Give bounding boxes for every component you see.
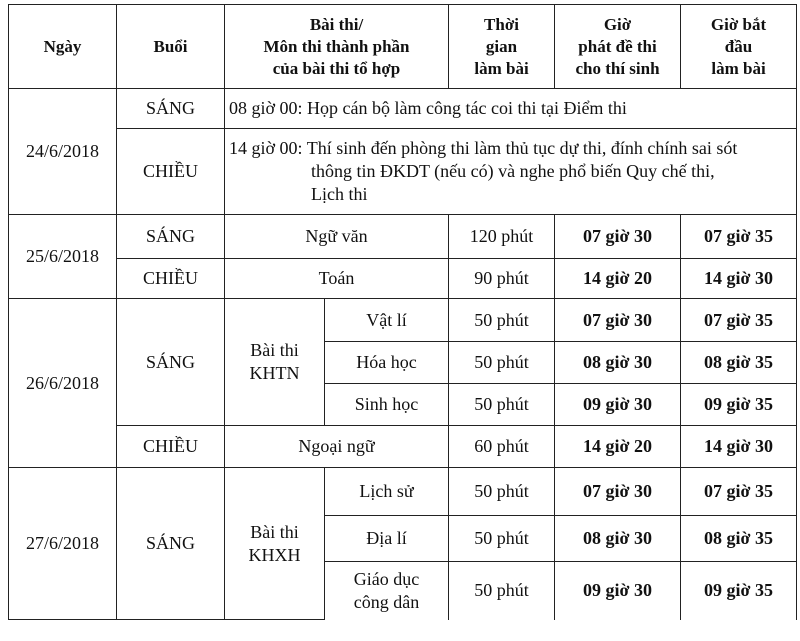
subject-cell: Hóa học: [325, 342, 449, 384]
date-cell: 26/6/2018: [9, 299, 117, 468]
release-time-cell: 09 giờ 30: [555, 384, 681, 426]
exam-schedule-table: [8, 4, 797, 620]
release-time-cell: 14 giờ 20: [555, 426, 681, 468]
release-time-cell: 14 giờ 20: [555, 259, 681, 299]
subject-cell: Toán: [225, 259, 449, 299]
exam-group-cell: Bài thi KHXH: [225, 468, 325, 620]
session-cell: CHIỀU: [117, 259, 225, 299]
start-time-cell: 09 giờ 35: [681, 384, 797, 426]
duration-cell: 50 phút: [449, 516, 555, 562]
table-row: [9, 299, 797, 342]
session-cell: SÁNG: [117, 299, 225, 426]
release-time-cell: 07 giờ 30: [555, 215, 681, 259]
subject-cell: Vật lí: [325, 299, 449, 342]
release-time-cell: 08 giờ 30: [555, 516, 681, 562]
start-time-cell: 14 giờ 30: [681, 426, 797, 468]
subject-cell: Giáo dục công dân: [325, 562, 449, 620]
subject-cell: Ngoại ngữ: [225, 426, 449, 468]
session-cell: SÁNG: [117, 215, 225, 259]
subject-cell: Ngữ văn: [225, 215, 449, 259]
duration-cell: 50 phút: [449, 299, 555, 342]
header-start-time: Giờ bắt đầu làm bài: [681, 5, 797, 89]
note-cell: 08 giờ 00: Họp cán bộ làm công tác coi thi tại Điểm thi: [225, 89, 797, 129]
release-time-cell: 09 giờ 30: [555, 562, 681, 620]
duration-cell: 120 phút: [449, 215, 555, 259]
start-time-cell: 07 giờ 35: [681, 215, 797, 259]
start-time-cell: 07 giờ 35: [681, 299, 797, 342]
header-session: Buổi: [117, 5, 225, 89]
duration-cell: 50 phút: [449, 342, 555, 384]
start-time-cell: 08 giờ 35: [681, 342, 797, 384]
duration-cell: 90 phút: [449, 259, 555, 299]
note-cell: 14 giờ 00: Thí sinh đến phòng thi làm thủ tục dự thi, đính chính sai sót thông tin ĐKDT (nếu có) và nghe phổ biến Quy chế thi, Lịch thi: [225, 129, 797, 215]
table-row: [9, 129, 797, 215]
duration-cell: 50 phút: [449, 468, 555, 516]
duration-cell: 60 phút: [449, 426, 555, 468]
exam-group-cell: Bài thi KHTN: [225, 299, 325, 426]
table-row: [9, 215, 797, 259]
header-row: [9, 5, 797, 89]
duration-cell: 50 phút: [449, 384, 555, 426]
table-row: [9, 426, 797, 468]
start-time-cell: 09 giờ 35: [681, 562, 797, 620]
subject-cell: Lịch sử: [325, 468, 449, 516]
header-release-time: Giờ phát đề thi cho thí sinh: [555, 5, 681, 89]
table-row: [9, 468, 797, 516]
start-time-cell: 08 giờ 35: [681, 516, 797, 562]
session-cell: SÁNG: [117, 89, 225, 129]
session-cell: SÁNG: [117, 468, 225, 620]
table-row: [9, 89, 797, 129]
session-cell: CHIỀU: [117, 426, 225, 468]
date-cell: 24/6/2018: [9, 89, 117, 215]
release-time-cell: 08 giờ 30: [555, 342, 681, 384]
date-cell: 27/6/2018: [9, 468, 117, 620]
subject-cell: Địa lí: [325, 516, 449, 562]
release-time-cell: 07 giờ 30: [555, 299, 681, 342]
subject-cell: Sinh học: [325, 384, 449, 426]
header-subject: Bài thi/ Môn thi thành phần của bài thi tổ hợp: [225, 5, 449, 89]
header-date: Ngày: [9, 5, 117, 89]
session-cell: CHIỀU: [117, 129, 225, 215]
start-time-cell: 14 giờ 30: [681, 259, 797, 299]
date-cell: 25/6/2018: [9, 215, 117, 299]
release-time-cell: 07 giờ 30: [555, 468, 681, 516]
table-row: [9, 259, 797, 299]
start-time-cell: 07 giờ 35: [681, 468, 797, 516]
header-duration: Thời gian làm bài: [449, 5, 555, 89]
duration-cell: 50 phút: [449, 562, 555, 620]
